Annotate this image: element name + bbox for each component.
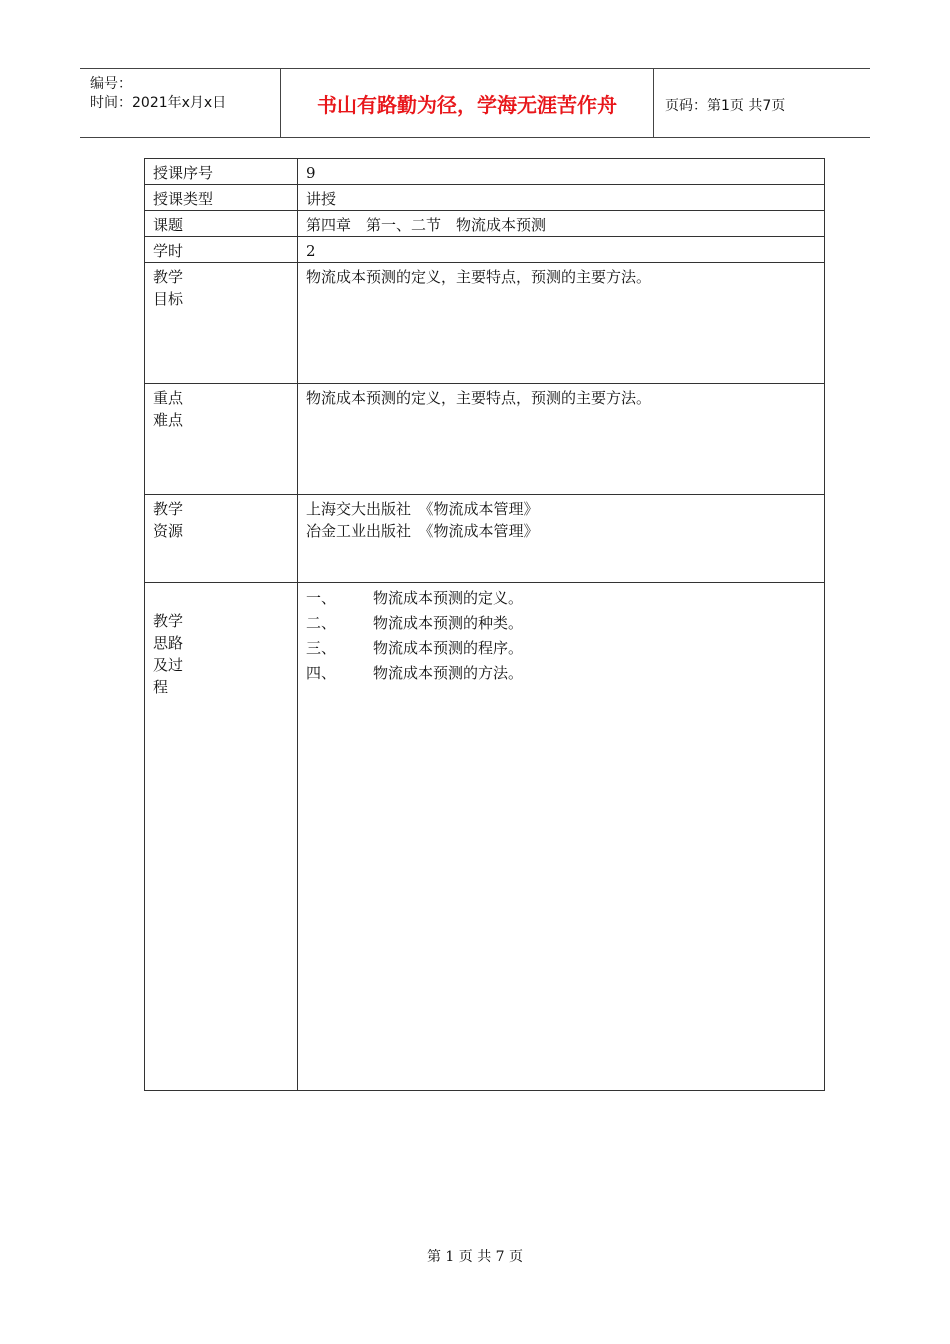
table-row bbox=[145, 237, 825, 263]
label-line: 程 bbox=[153, 678, 169, 696]
header-meta bbox=[80, 69, 281, 137]
process-row bbox=[145, 583, 825, 1091]
resource-item: 冶金工业出版社 《物流成本管理》 bbox=[306, 522, 539, 540]
label-line: 教学 bbox=[153, 500, 184, 518]
list-item bbox=[306, 636, 816, 661]
lesson-plan-table bbox=[144, 158, 825, 1091]
item-number: 三、 bbox=[306, 639, 337, 657]
label-line: 教学 bbox=[153, 612, 184, 630]
page-header bbox=[80, 68, 870, 138]
header-motto: 书山有路勤为径，学海无涯苦作舟 bbox=[281, 69, 654, 137]
number-label: 编号： bbox=[90, 76, 132, 92]
objective-row bbox=[145, 263, 825, 384]
row-value: 9 bbox=[298, 159, 825, 185]
objective-label bbox=[145, 263, 298, 384]
table-row bbox=[145, 159, 825, 185]
objective-text: 物流成本预测的定义，主要特点，预测的主要方法。 bbox=[298, 263, 825, 384]
label-line: 难点 bbox=[153, 411, 184, 429]
focus-text: 物流成本预测的定义，主要特点，预测的主要方法。 bbox=[298, 384, 825, 495]
label-line: 思路 bbox=[153, 634, 184, 652]
item-text: 物流成本预测的程序。 bbox=[373, 639, 524, 657]
focus-row bbox=[145, 384, 825, 495]
row-value: 2 bbox=[298, 237, 825, 263]
resources-list bbox=[298, 495, 825, 583]
focus-label bbox=[145, 384, 298, 495]
label-line: 资源 bbox=[153, 522, 184, 540]
resources-row bbox=[145, 495, 825, 583]
row-label: 学时 bbox=[145, 237, 298, 263]
row-label: 课题 bbox=[145, 211, 298, 237]
header-page-info: 页码：第1页 共7页 bbox=[665, 98, 786, 114]
label-line: 目标 bbox=[153, 290, 184, 308]
table-row bbox=[145, 185, 825, 211]
item-text: 物流成本预测的方法。 bbox=[373, 664, 524, 682]
label-line: 重点 bbox=[153, 389, 184, 407]
item-text: 物流成本预测的种类。 bbox=[373, 614, 524, 632]
row-value: 第四章 第一、二节 物流成本预测 bbox=[298, 211, 825, 237]
label-line: 及过 bbox=[153, 656, 184, 674]
row-label: 授课序号 bbox=[145, 159, 298, 185]
item-number: 二、 bbox=[306, 614, 337, 632]
item-number: 一、 bbox=[306, 589, 337, 607]
page-footer: 第 1 页 共 7 页 bbox=[426, 1249, 524, 1265]
item-number: 四、 bbox=[306, 664, 337, 682]
list-item bbox=[306, 611, 816, 636]
row-label: 授课类型 bbox=[145, 185, 298, 211]
time-label: 时间：2021年x月x日 bbox=[90, 95, 227, 111]
resource-item: 上海交大出版社 《物流成本管理》 bbox=[306, 500, 539, 518]
list-item bbox=[306, 586, 816, 611]
table-row bbox=[145, 211, 825, 237]
item-text: 物流成本预测的定义。 bbox=[373, 589, 524, 607]
label-line: 教学 bbox=[153, 268, 184, 286]
row-value: 讲授 bbox=[298, 185, 825, 211]
resources-label bbox=[145, 495, 298, 583]
list-item bbox=[306, 661, 816, 686]
process-list bbox=[298, 583, 825, 1091]
process-label bbox=[145, 583, 298, 1091]
